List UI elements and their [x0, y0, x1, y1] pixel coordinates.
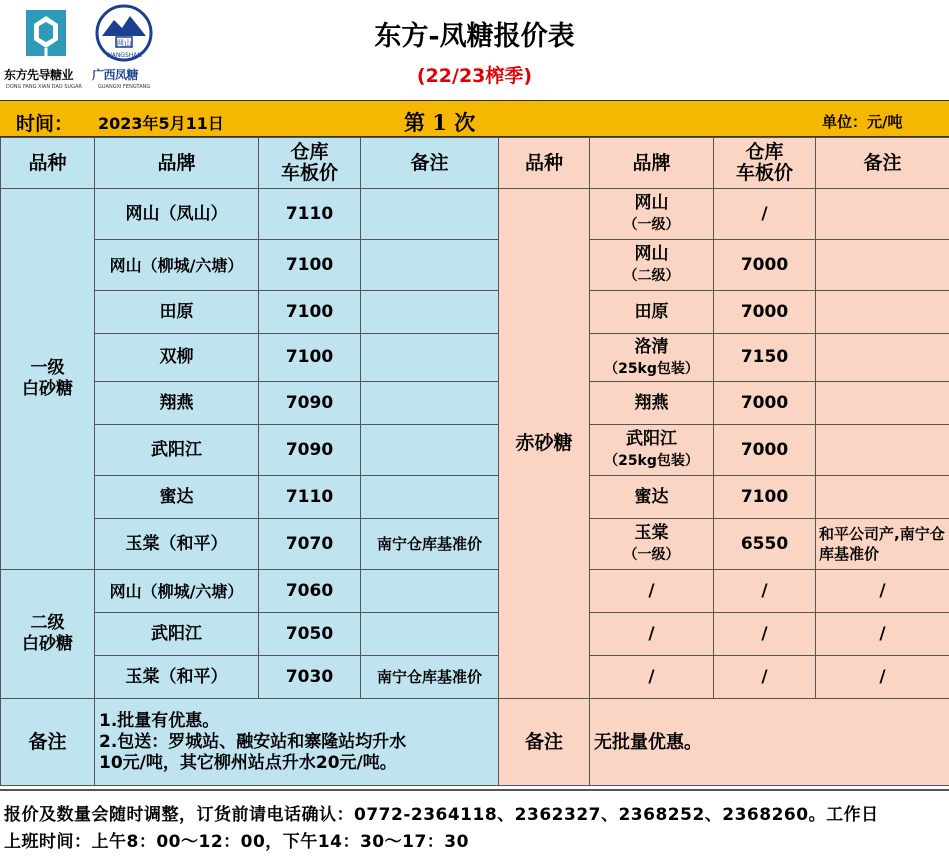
fengtang-logo-name: 广西凤糖 — [92, 68, 139, 82]
price-cell: 6550 — [714, 519, 816, 570]
price-cell: 7050 — [259, 613, 361, 656]
grade1-label-line1: 一级 — [30, 358, 65, 378]
price-cell: 7150 — [714, 334, 816, 382]
brand-sub: （二级） — [623, 268, 680, 284]
note-cell: 南宁仓库基准价 — [361, 519, 499, 570]
dongfang-logo-name: 东方先导糖业 — [4, 68, 74, 82]
brand-cell: 翔燕 — [95, 382, 259, 425]
price-table — [0, 137, 949, 786]
price-cell: 7030 — [259, 656, 361, 699]
note-cell — [816, 240, 949, 291]
emblem-ring-text: WANGSHAN — [106, 52, 142, 59]
table-row — [1, 476, 949, 519]
grade2-label-line2: 白砂糖 — [22, 634, 73, 654]
header-variety-right: 品种 — [499, 138, 590, 189]
brand-name: 武阳江 — [626, 429, 677, 449]
note-cell: 和平公司产,南宁仓库基准价 — [816, 519, 949, 570]
table-row — [1, 291, 949, 334]
header-price-line1-right: 仓库 — [745, 141, 784, 163]
note-cell — [816, 334, 949, 382]
price-cell: 7090 — [259, 425, 361, 476]
grade1-label-line2: 白砂糖 — [22, 379, 73, 399]
table-row — [1, 382, 949, 425]
price-cell: / — [714, 570, 816, 613]
time-label: 时间： — [16, 113, 74, 135]
price-cell: 7100 — [259, 291, 361, 334]
table-row — [1, 425, 949, 476]
note-cell — [816, 476, 949, 519]
price-cell: 7000 — [714, 291, 816, 334]
price-cell: / — [714, 656, 816, 699]
header-price-line2: 车板价 — [280, 162, 338, 184]
note-cell — [361, 334, 499, 382]
header-price-right — [714, 138, 816, 189]
unit-label: 单位：元/吨 — [822, 113, 903, 131]
note-cell — [816, 425, 949, 476]
price-cell: 7070 — [259, 519, 361, 570]
brand-cell: / — [590, 656, 714, 699]
price-cell: 7000 — [714, 425, 816, 476]
remark-line: 2.包送：罗城站、融安站和寨隆站均升水 — [99, 731, 407, 752]
brand-cell — [590, 519, 714, 570]
footer-line-1: 报价及数量会随时调整，订货前请电话确认：0772-2364118、2362327、2368252、2368260。工作日 — [4, 805, 879, 825]
brand-sub: （一级） — [623, 547, 680, 563]
remarks-label: 备注 — [1, 699, 95, 786]
table-row — [1, 570, 949, 613]
note-cell — [816, 382, 949, 425]
table-row — [1, 240, 949, 291]
quote-date: 2023年5月11日 — [98, 114, 224, 133]
brand-name: 网山 — [634, 244, 669, 264]
note-cell — [816, 189, 949, 240]
note-cell — [361, 476, 499, 519]
brand-cell: 蜜达 — [95, 476, 259, 519]
price-cell: 7110 — [259, 189, 361, 240]
brand-cell — [590, 189, 714, 240]
table-row — [1, 519, 949, 570]
brand-cell: / — [590, 570, 714, 613]
page-title: 东方-凤糖报价表 — [374, 21, 575, 52]
brand-cell: 玉棠（和平） — [95, 519, 259, 570]
brand-cell — [590, 425, 714, 476]
fengtang-logo-sub: GUANGXI FENGTANG — [98, 84, 151, 90]
price-cell: 7100 — [259, 334, 361, 382]
brand-cell: / — [590, 613, 714, 656]
brand-cell: 蜜达 — [590, 476, 714, 519]
header — [0, 0, 949, 98]
note-cell: 南宁仓库基准价 — [361, 656, 499, 699]
header-brand-right: 品牌 — [590, 138, 714, 189]
header-note-right: 备注 — [816, 138, 949, 189]
note-cell: / — [816, 656, 949, 699]
brand-cell — [590, 334, 714, 382]
header-variety: 品种 — [1, 138, 95, 189]
price-cell: 7100 — [259, 240, 361, 291]
header-price-line1: 仓库 — [290, 141, 329, 163]
table-row — [1, 656, 949, 699]
brand-cell: 网山（柳城/六塘） — [95, 570, 259, 613]
header-note: 备注 — [361, 138, 499, 189]
note-cell — [816, 291, 949, 334]
note-cell — [361, 382, 499, 425]
brand-cell: 田原 — [95, 291, 259, 334]
brand-cell: 田原 — [590, 291, 714, 334]
grade1-label — [1, 189, 95, 570]
header-price — [259, 138, 361, 189]
grade2-label — [1, 570, 95, 699]
price-cell: 7090 — [259, 382, 361, 425]
price-cell: 7100 — [714, 476, 816, 519]
brand-cell: 翔燕 — [590, 382, 714, 425]
brand-cell — [590, 240, 714, 291]
grade2-label-line1: 二级 — [30, 613, 65, 633]
note-cell — [361, 425, 499, 476]
note-cell — [361, 570, 499, 613]
remarks-label-right: 备注 — [499, 699, 590, 786]
brand-name: 网山 — [634, 193, 669, 213]
table-row — [1, 613, 949, 656]
note-cell — [361, 189, 499, 240]
brand-sub: （25kg包装） — [604, 360, 699, 377]
emblem-mark: 网山 — [116, 39, 132, 48]
price-cell: / — [714, 189, 816, 240]
note-cell: / — [816, 613, 949, 656]
price-cell: 7060 — [259, 570, 361, 613]
table-row — [1, 189, 949, 240]
price-cell: 7000 — [714, 240, 816, 291]
brand-cell: 网山（柳城/六塘） — [95, 240, 259, 291]
price-cell: / — [714, 613, 816, 656]
quote-round: 第 1 次 — [404, 110, 476, 135]
brand-cell: 武阳江 — [95, 425, 259, 476]
brown-sugar-label: 赤砂糖 — [499, 189, 590, 699]
brand-cell: 双柳 — [95, 334, 259, 382]
brand-cell: 武阳江 — [95, 613, 259, 656]
column-header-row — [1, 138, 949, 189]
dongfang-logo-sub: DONG FANG XIAN DAO SUGAR — [6, 84, 82, 90]
note-cell — [361, 240, 499, 291]
table-row — [1, 334, 949, 382]
brand-name: 玉棠 — [634, 523, 669, 543]
footer-notice — [0, 789, 949, 856]
price-cell: 7110 — [259, 476, 361, 519]
season-subtitle: (22/23榨季) — [416, 65, 533, 87]
remark-line: 1.批量有优惠。 — [99, 710, 220, 731]
remarks-left — [95, 699, 499, 786]
note-cell — [361, 291, 499, 334]
note-cell: / — [816, 570, 949, 613]
remarks-row — [1, 699, 949, 786]
header-brand: 品牌 — [95, 138, 259, 189]
info-banner — [0, 100, 949, 137]
footer-line-2: 上班时间：上午8：00～12：00，下午14：30～17：30 — [4, 832, 469, 852]
brand-sub: （一级） — [623, 217, 680, 233]
price-cell: 7000 — [714, 382, 816, 425]
brand-name: 洛清 — [634, 336, 669, 357]
remarks-right: 无批量优惠。 — [590, 699, 949, 786]
brand-sub: （25kg包装） — [604, 453, 699, 469]
brand-cell: 网山（凤山） — [95, 189, 259, 240]
brand-cell: 玉棠（和平） — [95, 656, 259, 699]
remark-line: 10元/吨，其它柳州站点升水20元/吨。 — [99, 752, 397, 773]
note-cell — [361, 613, 499, 656]
header-price-line2-right: 车板价 — [735, 162, 793, 184]
